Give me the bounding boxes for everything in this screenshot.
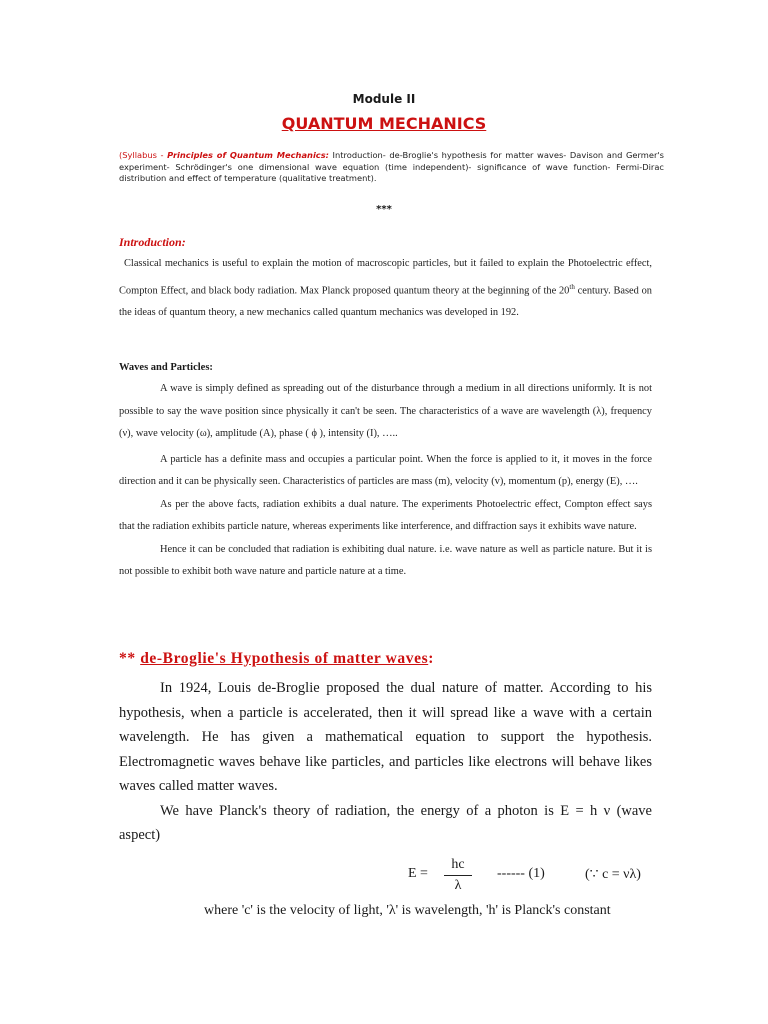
superscript-th: th	[569, 282, 575, 291]
debroglie-section	[119, 676, 652, 848]
particle-definition-paragraph: A particle has a definite mass and occupies a particular point. When the force is applied to it, it moves in the force direction and it can be physically seen. Characteristics of particles are mass (m), velocity (v), momentum (p), energy (E), ….	[119, 453, 652, 487]
section-separator: ***	[376, 204, 392, 215]
syllabus-text: Introduction- de-Broglie's hypothesis for matter waves- Davison and Germer's experiment- Schrödinger's one dimensional wave equation (time independent)- significance of wave function- Fermi-Dirac distribution and effect of temperature (qualitative treatment).	[119, 150, 664, 183]
planck-paragraph: We have Planck's theory of radiation, the energy of a photon is E = h ν (wave aspect)	[119, 802, 652, 843]
dual-nature-paragraph: As per the above facts, radiation exhibits a dual nature. The experiments Photoelectric effect, Compton effect says that the radiation exhibits particle nature, whereas experiments like interference, and diffraction says it exhibits wave nature.	[119, 498, 652, 532]
introduction-heading: Introduction:	[119, 235, 186, 249]
page-title: QUANTUM MECHANICS	[281, 114, 487, 133]
syllabus-open: (Syllabus -	[119, 150, 168, 160]
introduction-section	[119, 253, 652, 325]
debroglie-heading-text: de-Broglie's Hypothesis of matter waves	[140, 650, 429, 667]
equation-number: ------ (1)	[497, 866, 545, 881]
debroglie-heading	[119, 650, 434, 668]
heading-colon: :	[428, 650, 434, 667]
equation-1	[0, 856, 768, 896]
equation-lhs: E =	[408, 866, 428, 881]
variable-definitions: where 'c' is the velocity of light, 'λ' is wavelength, 'h' is Planck's constant	[204, 903, 611, 918]
wave-definition-paragraph: A wave is simply defined as spreading out of the disturbance through a medium in all directions uniformly. It is not possible to say the wave position since physically it can't be seen. The characteristics of a wave are wavelength (λ), frequency (ν), wave velocity (ω), amplitude (A), phase ( ϕ ), intensity (I), …..	[119, 383, 652, 439]
debroglie-paragraph: In 1924, Louis de-Broglie proposed the dual nature of matter. According to his hypothesis, when a particle is accelerated, then it will spread like a wave with a certain wavelength. He has given a mathematical equation to support the hypothesis. Electromagnetic waves behave like particles, and particles like electrons will behave likes waves called matter waves.	[119, 680, 652, 794]
introduction-paragraph	[119, 253, 652, 325]
heading-stars: **	[119, 650, 141, 667]
waves-particles-section	[119, 378, 652, 584]
syllabus-label: Principles of Quantum Mechanics:	[167, 150, 329, 160]
equation-fraction	[444, 856, 472, 895]
module-label: Module II	[352, 92, 416, 106]
syllabus-paragraph	[119, 150, 664, 185]
equation-reason: (∵ c = νλ)	[585, 867, 641, 882]
fraction-denominator: λ	[454, 878, 462, 893]
conclusion-paragraph: Hence it can be concluded that radiation is exhibiting dual nature. i.e. wave nature as well as particle nature. But it is not possible to exhibit both wave nature and particle nature at a time.	[119, 543, 652, 577]
fraction-bar	[444, 875, 472, 876]
introduction-text: Classical mechanics is useful to explain the motion of macroscopic particles, but it failed to explain the Photoelectric effect, Compton Effect, and black body radiation. Max Planck proposed quantum theory at the beginning of the 20	[119, 258, 652, 296]
fraction-numerator: hc	[451, 857, 465, 872]
introduction-text-end: century. Based on the ideas of quantum theory, a new mechanics called quantum mechanics was developed in 192.	[119, 284, 652, 319]
waves-particles-heading: Waves and Particles:	[119, 362, 213, 373]
